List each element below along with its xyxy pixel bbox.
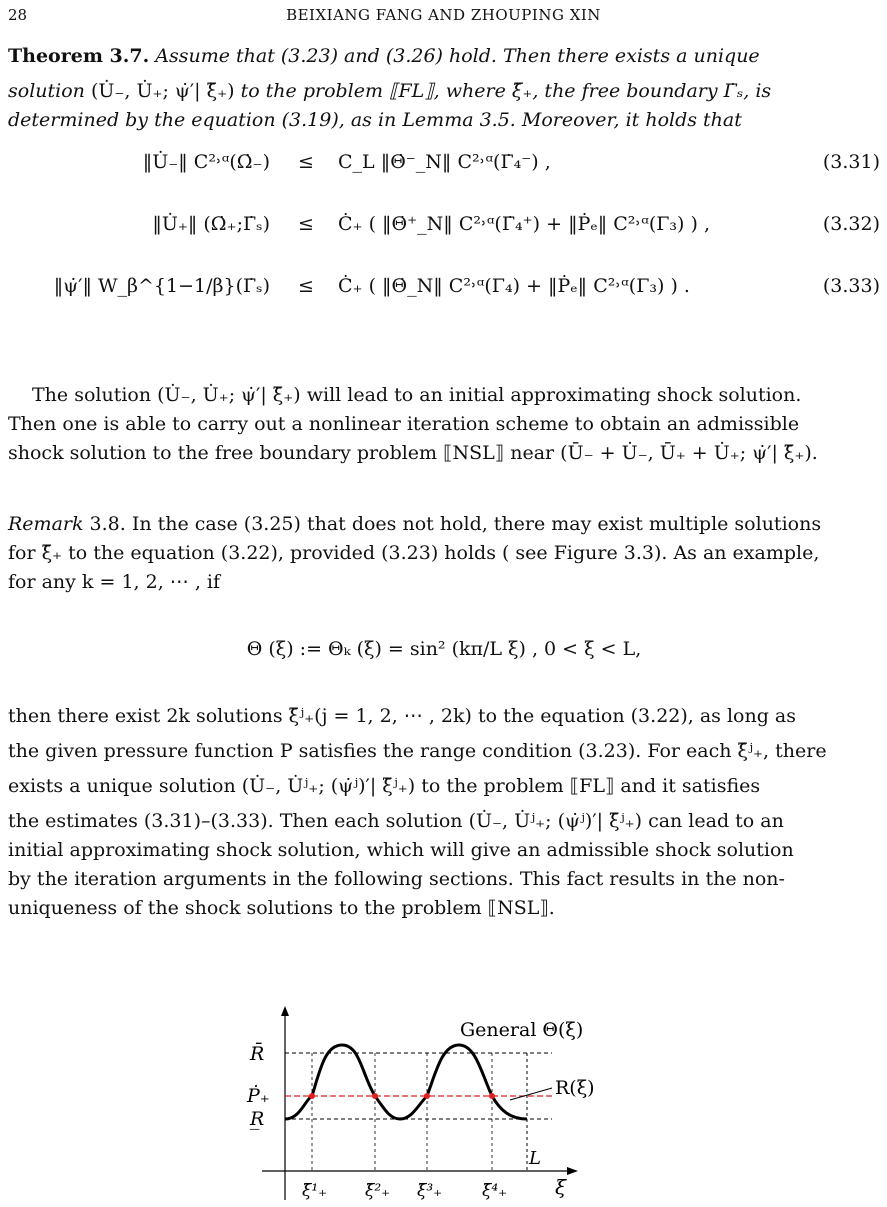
eq-rhs: C_L ‖Θ̇⁻_N‖ C²˒ᵅ(Γ̇₄⁻) , xyxy=(338,151,551,173)
curve-label: R(ξ) xyxy=(555,1077,595,1099)
intersection-2 xyxy=(372,1093,378,1099)
remark-continued xyxy=(8,702,880,923)
xi-label-4: ξ̄⁴₊ xyxy=(482,1181,508,1201)
para-line-3: shock solution to the free boundary problem ⟦NSL⟧ near (Ū₋ + U̇₋, Ū₊ + U̇₊; ψ̇′| ξ̄₊). xyxy=(8,442,818,464)
theorem-text-2a: solution xyxy=(8,80,85,102)
R-pointer xyxy=(510,1088,552,1100)
display-equation-theta: Θ (ξ) := Θₖ (ξ) = sin² (kπ/L ξ) , 0 < ξ < L, xyxy=(246,638,642,660)
remark-line-2: for ξ̄₊ to the equation (3.22), provided (3.23) holds ( see Figure 3.3). As an example, xyxy=(8,542,820,564)
eq-relation: ≤ xyxy=(298,275,314,297)
para-line-2: Then one is able to carry out a nonlinear iteration scheme to obtain an admissible xyxy=(8,413,800,435)
theorem-line-3: determined by the equation (3.19), as in Lemma 3.5. Moreover, it holds that xyxy=(8,109,742,131)
L-label: L xyxy=(529,1148,541,1169)
theorem-3-7 xyxy=(8,42,880,135)
x-axis-arrow xyxy=(567,1167,578,1175)
remark-line-4: then there exist 2k solutions ξ̄ʲ₊(j = 1, 2, ⋯ , 2k) to the equation (3.22), as long as xyxy=(8,705,797,727)
remark-line-6: exists a unique solution (U̇₋, U̇ʲ₊; (ψ̇ʲ)′| ξ̄ʲ₊) to the problem ⟦FL⟧ and it satisfies xyxy=(8,775,761,797)
intersection-1 xyxy=(309,1093,315,1099)
intersection-3 xyxy=(424,1093,430,1099)
eq-number: (3.31) xyxy=(822,151,880,173)
theorem-text-2b: to the problem ⟦FL⟧, where ξ̄₊, the free boundary Γ̇ₛ, is xyxy=(240,80,772,102)
xi-label-3: ξ̄³₊ xyxy=(417,1181,443,1201)
remark-line-10: uniqueness of the shock solutions to the problem ⟦NSL⟧. xyxy=(8,897,555,919)
y-label-upper: R̄ xyxy=(250,1043,265,1065)
page-number: 28 xyxy=(8,6,28,24)
theorem-text-1: Assume that (3.23) and (3.26) hold. Then there exists a unique xyxy=(155,45,760,67)
y-axis-arrow xyxy=(281,1006,289,1016)
para-line-1: The solution (U̇₋, U̇₊; ψ̇′| ξ̄₊) will lead to an initial approximating shock solution. xyxy=(32,384,802,406)
remark-line-1 xyxy=(8,510,880,539)
remark-line-9: by the iteration arguments in the following sections. This fact results in the non- xyxy=(8,868,785,890)
remark-3-8 xyxy=(8,510,880,597)
figure-title: General Θ(ξ) xyxy=(460,1019,584,1041)
theorem-solution-tuple: (U̇₋, U̇₊; ψ̇′| ξ̄₊) xyxy=(90,80,235,102)
page-header xyxy=(8,6,879,28)
y-label-pressure: Ṗ₊ xyxy=(247,1085,270,1107)
theta-curve xyxy=(285,1045,527,1119)
theorem-line-1 xyxy=(8,42,880,71)
paragraph-solution xyxy=(8,381,880,468)
xi-label-1: ξ̄¹₊ xyxy=(302,1181,328,1201)
remark-label: Remark xyxy=(8,513,84,535)
remark-text-1: 3.8. In the case (3.25) that does not hold, there may exist multiple solutions xyxy=(89,513,822,535)
y-label-lower: R̲ xyxy=(250,1108,265,1130)
intersection-4 xyxy=(489,1093,495,1099)
theorem-line-2 xyxy=(8,77,880,106)
remark-line-3: for any k = 1, 2, ⋯ , if xyxy=(8,571,221,593)
eq-lhs: ‖U̇₊‖ (Ω̇₊;Γ̇ₛ) xyxy=(152,213,270,235)
eq-number: (3.33) xyxy=(822,275,880,297)
x-axis-label: ξ xyxy=(555,1175,567,1199)
remark-line-5: the given pressure function P satisfies the range condition (3.23). For each ξ̄ʲ₊, there xyxy=(8,740,827,762)
equation-3-31 xyxy=(8,143,880,183)
remark-line-7: the estimates (3.31)–(3.33). Then each solution (U̇₋, U̇ʲ₊; (ψ̇ʲ)′| ξ̄ʲ₊) can lead to an xyxy=(8,810,784,832)
eq-relation: ≤ xyxy=(298,151,314,173)
running-head: BEIXIANG FANG AND ZHOUPING XIN xyxy=(286,6,601,24)
eq-rhs: Ċ₊ ( ‖Θ̇_N‖ C²˒ᵅ(Γ₄) + ‖Ṗₑ‖ C²˒ᵅ(Γ₃) ) . xyxy=(338,275,690,297)
figure-general-theta xyxy=(0,1000,887,1207)
xi-label-2: ξ̄²₊ xyxy=(365,1181,391,1201)
equation-3-32 xyxy=(8,205,880,245)
eq-number: (3.32) xyxy=(822,213,880,235)
eq-lhs: ‖ψ̇′‖ W_β^{1−1/β}(Γ̇ₛ) xyxy=(53,275,270,297)
theorem-label: Theorem 3.7. xyxy=(8,45,150,67)
remark-line-8: initial approximating shock solution, which will give an admissible shock solution xyxy=(8,839,794,861)
eq-relation: ≤ xyxy=(298,213,314,235)
equation-3-33 xyxy=(8,267,880,307)
eq-lhs: ‖U̇₋‖ C²˒ᵅ(Ω̇₋) xyxy=(142,151,270,173)
eq-rhs: Ċ₊ ( ‖Θ̇⁺_N‖ C²˒ᵅ(Γ̇₄⁺) + ‖Ṗₑ‖ C²˒ᵅ(Γ₃) ) , xyxy=(338,213,710,235)
